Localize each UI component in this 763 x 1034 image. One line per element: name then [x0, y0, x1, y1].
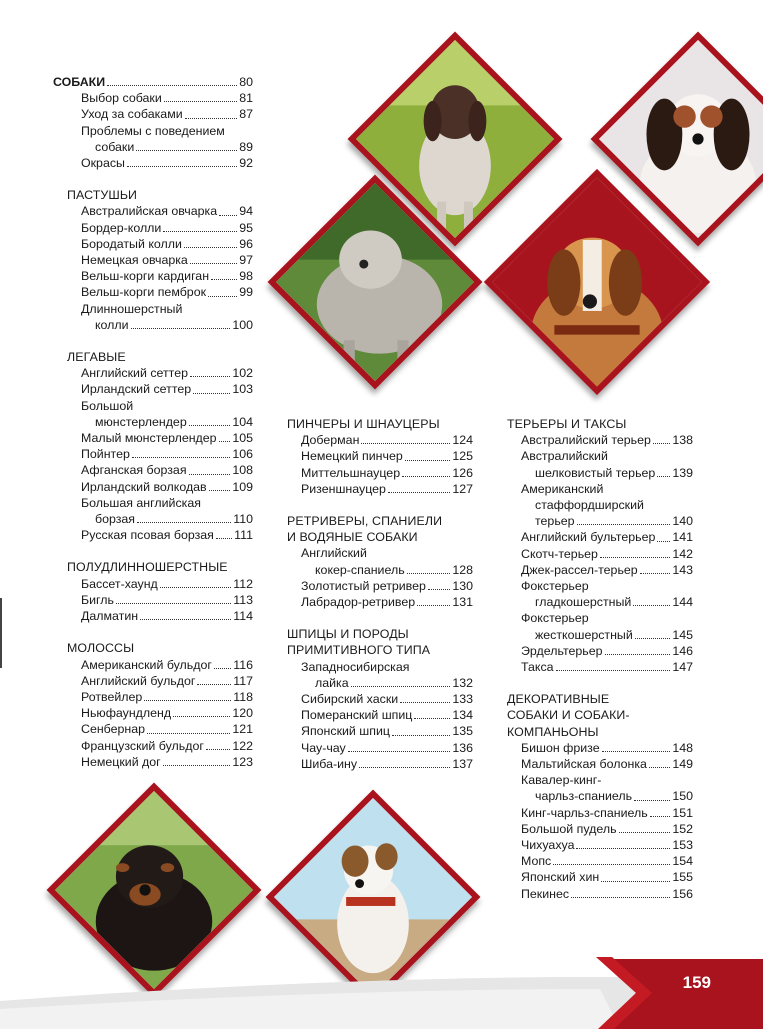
toc-entry[interactable]: жесткошерстный 145	[535, 627, 693, 642]
section-title: ЛЕГАВЫЕ	[67, 350, 126, 365]
toc-entry-text[interactable]: Проблемы с поведением	[81, 123, 225, 138]
section-title: МОЛОССЫ	[67, 641, 135, 656]
toc-entry[interactable]: Американский бульдог 116	[81, 657, 253, 672]
toc-entry[interactable]: Мопс 154	[521, 854, 693, 869]
toc-entry[interactable]: Миттельшнауцер 126	[301, 465, 473, 480]
section-title: ДЕКОРАТИВНЫЕ	[507, 692, 610, 707]
toc-entry[interactable]: Английский сеттер 102	[81, 366, 253, 381]
toc-entry[interactable]: Японский шпиц 135	[301, 724, 473, 739]
toc-entry[interactable]: собаки 89	[95, 139, 253, 154]
toc-entry[interactable]: Русская псовая борзая 111	[81, 528, 253, 543]
toc-entry[interactable]: Далматин 114	[81, 609, 253, 624]
toc-entry-text[interactable]: Фокстерьер	[521, 611, 589, 626]
toc-entry[interactable]: Ротвейлер 118	[81, 689, 253, 704]
toc-entry[interactable]: Мальтийская болонка 149	[521, 757, 693, 772]
toc-entry[interactable]: Доберман 124	[301, 433, 473, 448]
toc-entry[interactable]: Окрасы 92	[81, 156, 253, 171]
section-title-line2: ПРИМИТИВНОГО ТИПА	[287, 643, 431, 658]
toc-entry[interactable]: Скотч-терьер 142	[521, 546, 693, 561]
toc-entry[interactable]: Английский бульдог 117	[81, 673, 253, 688]
toc-entry[interactable]: Такса 147	[521, 660, 693, 675]
toc-column-2	[287, 416, 473, 788]
page-number: 159	[682, 973, 711, 992]
toc-entry[interactable]: Немецкая овчарка 97	[81, 253, 253, 268]
toc-column-1	[53, 74, 253, 786]
toc-entry[interactable]: Австралийская овчарка 94	[81, 204, 253, 219]
section-title: ШПИЦЫ И ПОРОДЫ	[287, 627, 409, 642]
toc-entry[interactable]: Французский бульдог 122	[81, 738, 253, 753]
section-title: РЕТРИВЕРЫ, СПАНИЕЛИ	[287, 514, 443, 529]
toc-entry-text[interactable]: Кавалер-кинг-	[521, 773, 602, 788]
toc-entry[interactable]: Большой пудель 152	[521, 821, 693, 836]
toc-entry[interactable]: Сенбернар 121	[81, 722, 253, 737]
toc-entry[interactable]: Выбор собаки 81	[81, 91, 253, 106]
page-edge-mark	[0, 598, 2, 668]
toc-entry[interactable]: Пойнтер 106	[81, 447, 253, 462]
toc-entry[interactable]: мюнстерлендер 104	[95, 414, 253, 429]
toc-entry[interactable]: Афганская борзая 108	[81, 463, 253, 478]
toc-entry[interactable]: Бассет-хаунд 112	[81, 576, 253, 591]
toc-entry[interactable]: терьер 140	[535, 514, 693, 529]
toc-entry[interactable]: чарльз-спаниель 150	[535, 789, 693, 804]
toc-entry[interactable]: Ирландский волкодав 109	[81, 479, 253, 494]
toc-entry[interactable]: Кинг-чарльз-спаниель 151	[521, 805, 693, 820]
section-title: ПАСТУШЬИ	[67, 188, 138, 203]
toc-entry[interactable]: Австралийский терьер 138	[521, 433, 693, 448]
toc-entry[interactable]: Ризеншнауцер 127	[301, 481, 473, 496]
toc-entry-text[interactable]: Большой	[81, 398, 134, 413]
toc-entry-dogs[interactable]: СОБАКИ 80	[53, 75, 253, 89]
toc-entry[interactable]: Японский хин 155	[521, 870, 693, 885]
toc-entry[interactable]: Ньюфаундленд 120	[81, 706, 253, 721]
toc-entry[interactable]: Вельш-корги пемброк 99	[81, 285, 253, 300]
toc-entry[interactable]: борзая 110	[95, 512, 253, 527]
toc-entry[interactable]: Немецкий пинчер 125	[301, 449, 473, 464]
toc-entry[interactable]: Английский бультерьер 141	[521, 530, 693, 545]
toc-entry[interactable]: Ирландский сеттер 103	[81, 382, 253, 397]
toc-entry-text[interactable]: Американский	[521, 481, 604, 496]
toc-entry[interactable]: Бигль 113	[81, 592, 253, 607]
toc-entry[interactable]: Уход за собаками 87	[81, 107, 253, 122]
toc-entry-text[interactable]: стаффордширский	[535, 498, 644, 513]
toc-entry-text[interactable]: Западносибирская	[301, 659, 410, 674]
toc-entry[interactable]: Померанский шпиц 134	[301, 708, 473, 723]
toc-entry-text[interactable]: Австралийский	[521, 449, 608, 464]
footer-swoosh	[0, 949, 763, 1029]
toc-entry[interactable]: Эрдельтерьер 146	[521, 643, 693, 658]
toc-entry-text[interactable]: Длинношерстный	[81, 301, 183, 316]
section-title: ТЕРЬЕРЫ И ТАКСЫ	[507, 417, 627, 431]
toc-entry[interactable]: кокер-спаниель 128	[315, 562, 473, 577]
toc-entry[interactable]: Чихуахуа 153	[521, 838, 693, 853]
toc-entry[interactable]: Сибирский хаски 133	[301, 692, 473, 707]
section-title: ПОЛУДЛИННОШЕРСТНЫЕ	[67, 560, 228, 575]
toc-entry[interactable]: Немецкий дог 123	[81, 754, 253, 769]
toc-entry-text[interactable]: Фокстерьер	[521, 579, 589, 594]
toc-entry[interactable]: Бишон фризе 148	[521, 740, 693, 755]
toc-entry[interactable]: Пекинес 156	[521, 886, 693, 901]
toc-entry[interactable]: Бордер-колли 95	[81, 220, 253, 235]
toc-column-3	[507, 416, 693, 918]
section-title: ПИНЧЕРЫ И ШНАУЦЕРЫ	[287, 417, 440, 431]
toc-entry[interactable]: Джек-рассел-терьер 143	[521, 562, 693, 577]
toc-entry[interactable]: лайка 132	[315, 675, 473, 690]
toc-entry[interactable]: гладкошерстный 144	[535, 595, 693, 610]
toc-entry[interactable]: шелковистый терьер 139	[535, 465, 693, 480]
section-title-line2: СОБАКИ И СОБАКИ-	[507, 708, 630, 723]
toc-entry[interactable]: Золотистый ретривер 130	[301, 578, 473, 593]
toc-entry-text[interactable]: Большая английская	[81, 495, 201, 510]
toc-entry[interactable]: Вельш-корги кардиган 98	[81, 269, 253, 284]
toc-entry[interactable]: Шиба-ину 137	[301, 756, 473, 771]
toc-entry[interactable]: Чау-чау 136	[301, 740, 473, 755]
toc-entry[interactable]: Лабрадор-ретривер 131	[301, 595, 473, 610]
section-title-line2: И ВОДЯНЫЕ СОБАКИ	[287, 530, 418, 545]
toc-entry[interactable]: Малый мюнстерлендер 105	[81, 431, 253, 446]
toc-entry-text[interactable]: Английский	[301, 546, 367, 561]
section-title-line3: КОМПАНЬОНЫ	[507, 724, 599, 739]
toc-entry[interactable]: колли 100	[95, 317, 253, 332]
toc-entry[interactable]: Бородатый колли 96	[81, 236, 253, 251]
